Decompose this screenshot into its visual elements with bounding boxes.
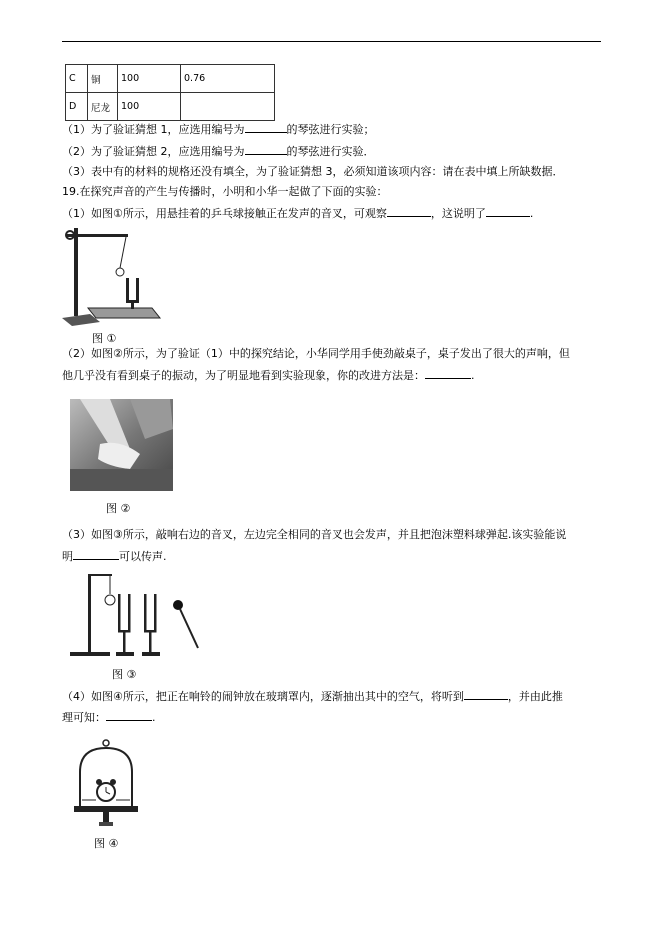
- figure-2-photo: [70, 399, 173, 491]
- q19-part2-text-end: .: [471, 369, 475, 382]
- table-row: [66, 65, 275, 93]
- q19-intro: 19.在探究声音的产生与传播时，小明和小华一起做了下面的实验：: [62, 185, 388, 198]
- figure-4-diagram: [72, 738, 142, 833]
- q19-part4-line1: [62, 689, 563, 704]
- answer-blank[interactable]: [387, 206, 431, 217]
- q18-part1-text: （1）为了验证猜想 1，应选用编号为: [62, 123, 245, 136]
- cell-area: [181, 93, 275, 121]
- q19-part3-text: 明: [62, 550, 73, 563]
- q19-part1-text: （1）如图①所示，用悬挂着的乒乓球接触正在发声的音叉，可观察: [62, 207, 387, 220]
- cell-code: D: [66, 93, 88, 121]
- q19-part2-text: 他几乎没有看到桌子的振动，为了明显地看到实验现象，你的改进方法是：: [62, 369, 425, 382]
- q18-part1-text-end: 的琴弦进行实验；: [286, 123, 375, 136]
- q19-part4-text2-end: .: [152, 711, 156, 724]
- cell-material: 尼龙: [88, 93, 118, 121]
- q19-part2-line1: （2）如图②所示，为了验证（1）中的探究结论，小华同学用手使劲敲桌子，桌子发出了很大的声响，但: [62, 347, 570, 360]
- q19-part1-text-end: .: [529, 207, 534, 220]
- cell-material: 铜: [88, 65, 118, 93]
- q19-part4-text2: 理可知：: [62, 711, 106, 724]
- table-row: [66, 93, 275, 121]
- header-rule: [62, 41, 601, 42]
- q18-part2: [62, 144, 375, 159]
- q18-part3: （3）表中有的材料的规格还没有填全，为了验证猜想 3，必须知道该项内容：请在表中填上所缺数据．: [62, 165, 564, 178]
- answer-blank[interactable]: [106, 710, 152, 721]
- q18-part2-text-end: 的琴弦进行实验．: [286, 145, 375, 158]
- material-table: [65, 64, 275, 121]
- figure-1-caption: 图 ①: [92, 332, 117, 345]
- q19-part1-text-mid: ，这说明了: [430, 207, 486, 220]
- q18-part2-text: （2）为了验证猜想 2，应选用编号为: [62, 145, 245, 158]
- q19-part4-text: （4）如图④所示，把正在响铃的闹钟放在玻璃罩内，逐渐抽出其中的空气，将听到: [62, 690, 464, 703]
- q18-part1: [62, 122, 375, 137]
- answer-blank[interactable]: [73, 549, 119, 560]
- answer-blank[interactable]: [425, 368, 471, 379]
- q19-part4-text-end: ，并由此推: [507, 690, 563, 703]
- figure-4-caption: 图 ④: [94, 837, 119, 850]
- answer-blank[interactable]: [464, 689, 508, 700]
- cell-length: 100: [118, 93, 181, 121]
- cell-length: 100: [118, 65, 181, 93]
- q19-part1: [62, 206, 533, 221]
- cell-area: 0.76: [181, 65, 275, 93]
- q19-part2-line2: [62, 368, 475, 383]
- answer-blank[interactable]: [486, 206, 530, 217]
- q19-part4-line2: [62, 710, 156, 725]
- q19-part3-line2: [62, 549, 167, 564]
- figure-2-caption: 图 ②: [106, 502, 131, 515]
- figure-3-diagram: [64, 570, 199, 662]
- q19-part3-line1: （3）如图③所示，敲响右边的音叉，左边完全相同的音叉也会发声，并且把泡沫塑料球弹起.该实验能说: [62, 528, 567, 541]
- answer-blank[interactable]: [245, 122, 287, 133]
- figure-3-caption: 图 ③: [112, 668, 137, 681]
- answer-blank[interactable]: [245, 144, 287, 155]
- cell-code: C: [66, 65, 88, 93]
- q19-part3-text-end: 可以传声.: [119, 550, 167, 563]
- figure-1-diagram: [60, 226, 165, 344]
